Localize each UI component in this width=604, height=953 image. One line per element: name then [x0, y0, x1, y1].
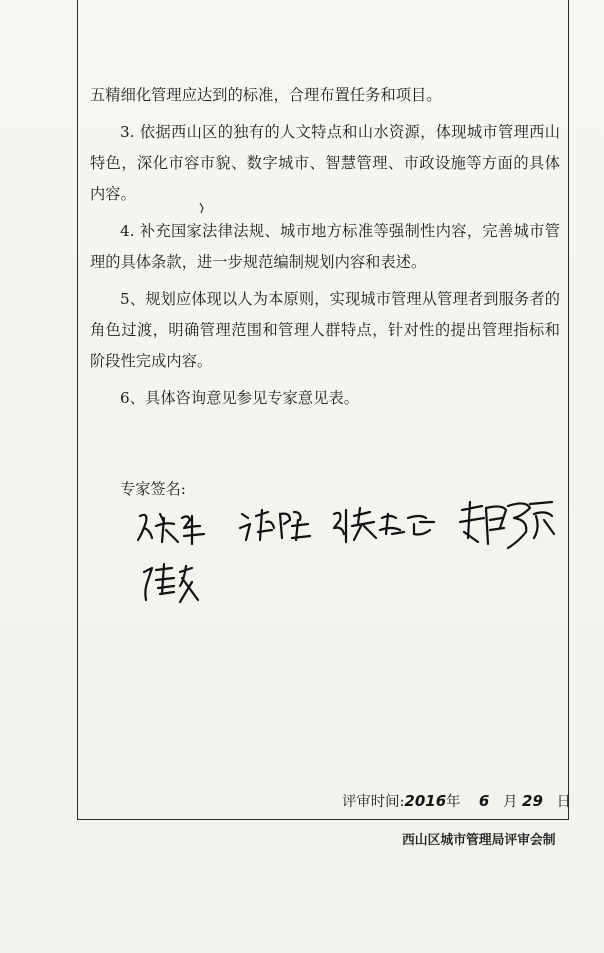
handwritten-signature-3	[330, 504, 440, 548]
paragraph-continuation: 五精细化管理应达到的标准，合理布置任务和项目。	[90, 86, 442, 104]
opinion-text	[90, 80, 560, 414]
expert-signatures	[130, 498, 560, 608]
paragraph-item-3: 3. 依据西山区的独有的人文特点和山水资源，体现城市管理西山特色，深化市容市貌、数字城市、智慧管理、市政设施等方面的具体内容。	[90, 123, 560, 203]
review-month-unit: 月	[503, 794, 518, 810]
paragraph-item-6: 6、具体咨询意见参见专家意见表。	[120, 389, 360, 407]
stray-pen-mark	[198, 202, 208, 214]
handwritten-signature-5	[140, 560, 210, 606]
review-day-unit: 日	[556, 794, 572, 810]
issuer-footer: 西山区城市管理局评审会制	[402, 833, 556, 848]
paragraph-item-4: 4. 补充国家法律法规、城市地方标准等强制性内容，完善城市管理的具体条款，进一步规范编制规划内容和表述。	[90, 222, 560, 271]
review-date-line	[342, 790, 571, 811]
review-month: 6	[478, 792, 490, 810]
review-day: 29	[522, 792, 543, 810]
review-label: 评审时间:	[342, 794, 405, 810]
handwritten-signature-4	[456, 498, 560, 558]
review-year: 2016	[404, 792, 447, 810]
paragraph-item-5: 5、规划应体现以人为本原则，实现城市管理从管理者到服务者的角色过渡，明确管理范围和管理人群特点，针对性的提出管理指标和阶段性完成内容。	[90, 290, 560, 370]
signature-label: 专家签名:	[120, 480, 186, 498]
handwritten-signature-1	[134, 508, 224, 548]
review-year-unit: 年	[446, 794, 461, 810]
handwritten-signature-2	[238, 506, 328, 546]
